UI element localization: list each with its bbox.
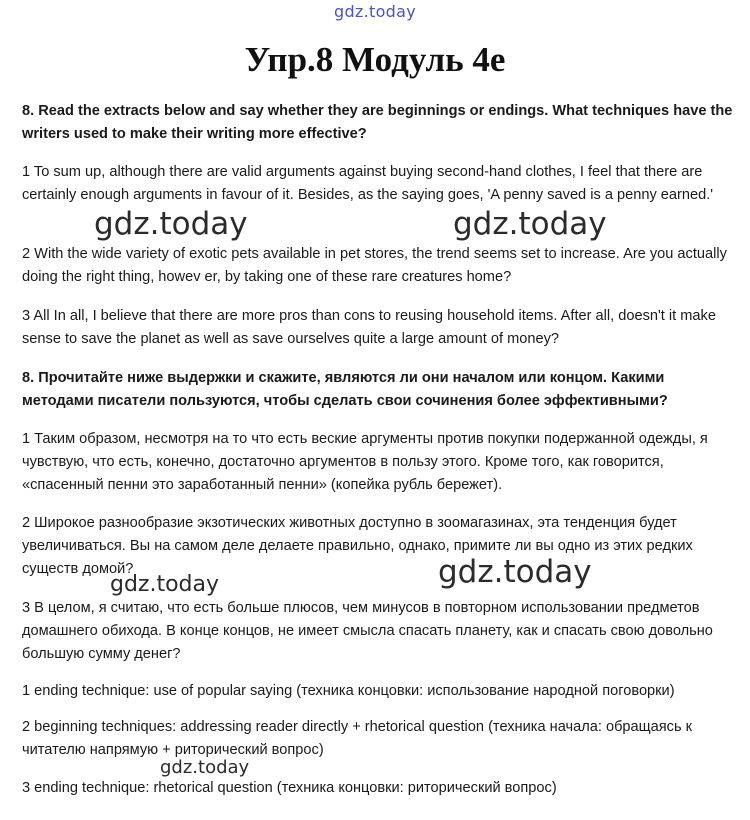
answer-2: 2 beginning techniques: addressing reader directly + rhetorical question (техника начала: обращаясь к читателю напрямую + риторический вопрос) — [22, 719, 693, 758]
watermark: gdz.today — [453, 206, 607, 242]
watermark: gdz.today — [160, 757, 250, 778]
extract-ru-1: 1 Таким образом, несмотря на то что есть веские аргументы против покупки подержанной одежды, я чувствую, что есть, конечно, достаточно аргументов в пользу этого. Кроме того, как говорится, «спасенный пенни это заработанный пенни» (копейка рубль бережет). — [22, 431, 708, 493]
task-heading-en: 8. Read the extracts below and say whether they are beginnings or endings. What techniques have the writers used to make their writing more effective? — [22, 103, 733, 142]
extract-en-1: 1 To sum up, although there are valid arguments against buying second-hand clothes, I feel that there are certainly enough arguments in favour of it. Besides, as the saying goes, 'A penny saved is a penny earned.' — [22, 164, 714, 203]
extract-en-2: 2 With the wide variety of exotic pets available in pet stores, the trend seems set to increase. Are you actually doing the right thing, howev er, by taking one of these rare creatures home? — [22, 246, 727, 285]
watermark: gdz.today — [438, 554, 592, 590]
watermark-top: gdz.today — [334, 2, 416, 21]
extract-ru-2: 2 Широкое разнообразие экзотических животных доступно в зоомагазинах, эта тенденция будет увеличиваться. Вы на самом деле делаете правильно, однако, примите ли вы одно из этих редких существ домой? — [22, 515, 693, 577]
watermark: gdz.today — [94, 206, 248, 242]
task-heading-ru: 8. Прочитайте ниже выдержки и скажите, являются ли они началом или концом. Какими методами писатели пользуются, чтобы сделать свои сочинения более эффективными? — [22, 370, 668, 409]
answer-1: 1 ending technique: use of popular saying (техника концовки: использование народной поговорки) — [22, 683, 675, 699]
extract-en-3: 3 All In all, I believe that there are more pros than cons to reusing household items. After all, doesn't it make sense to save the planet as well as save ourselves quite a large amount of money? — [22, 308, 716, 347]
extract-ru-3: 3 В целом, я считаю, что есть больше плюсов, чем минусов в повторном использовании предметов домашнего обихода. В конце концов, не имеет смысла спасать планету, как и спасать свою довольно большую сумму денег? — [22, 600, 713, 662]
watermark: gdz.today — [110, 572, 220, 597]
answer-3: 3 ending technique: rhetorical question (техника концовки: риторический вопрос) — [22, 780, 557, 796]
page-title: Упр.8 Модуль 4е — [244, 40, 506, 79]
